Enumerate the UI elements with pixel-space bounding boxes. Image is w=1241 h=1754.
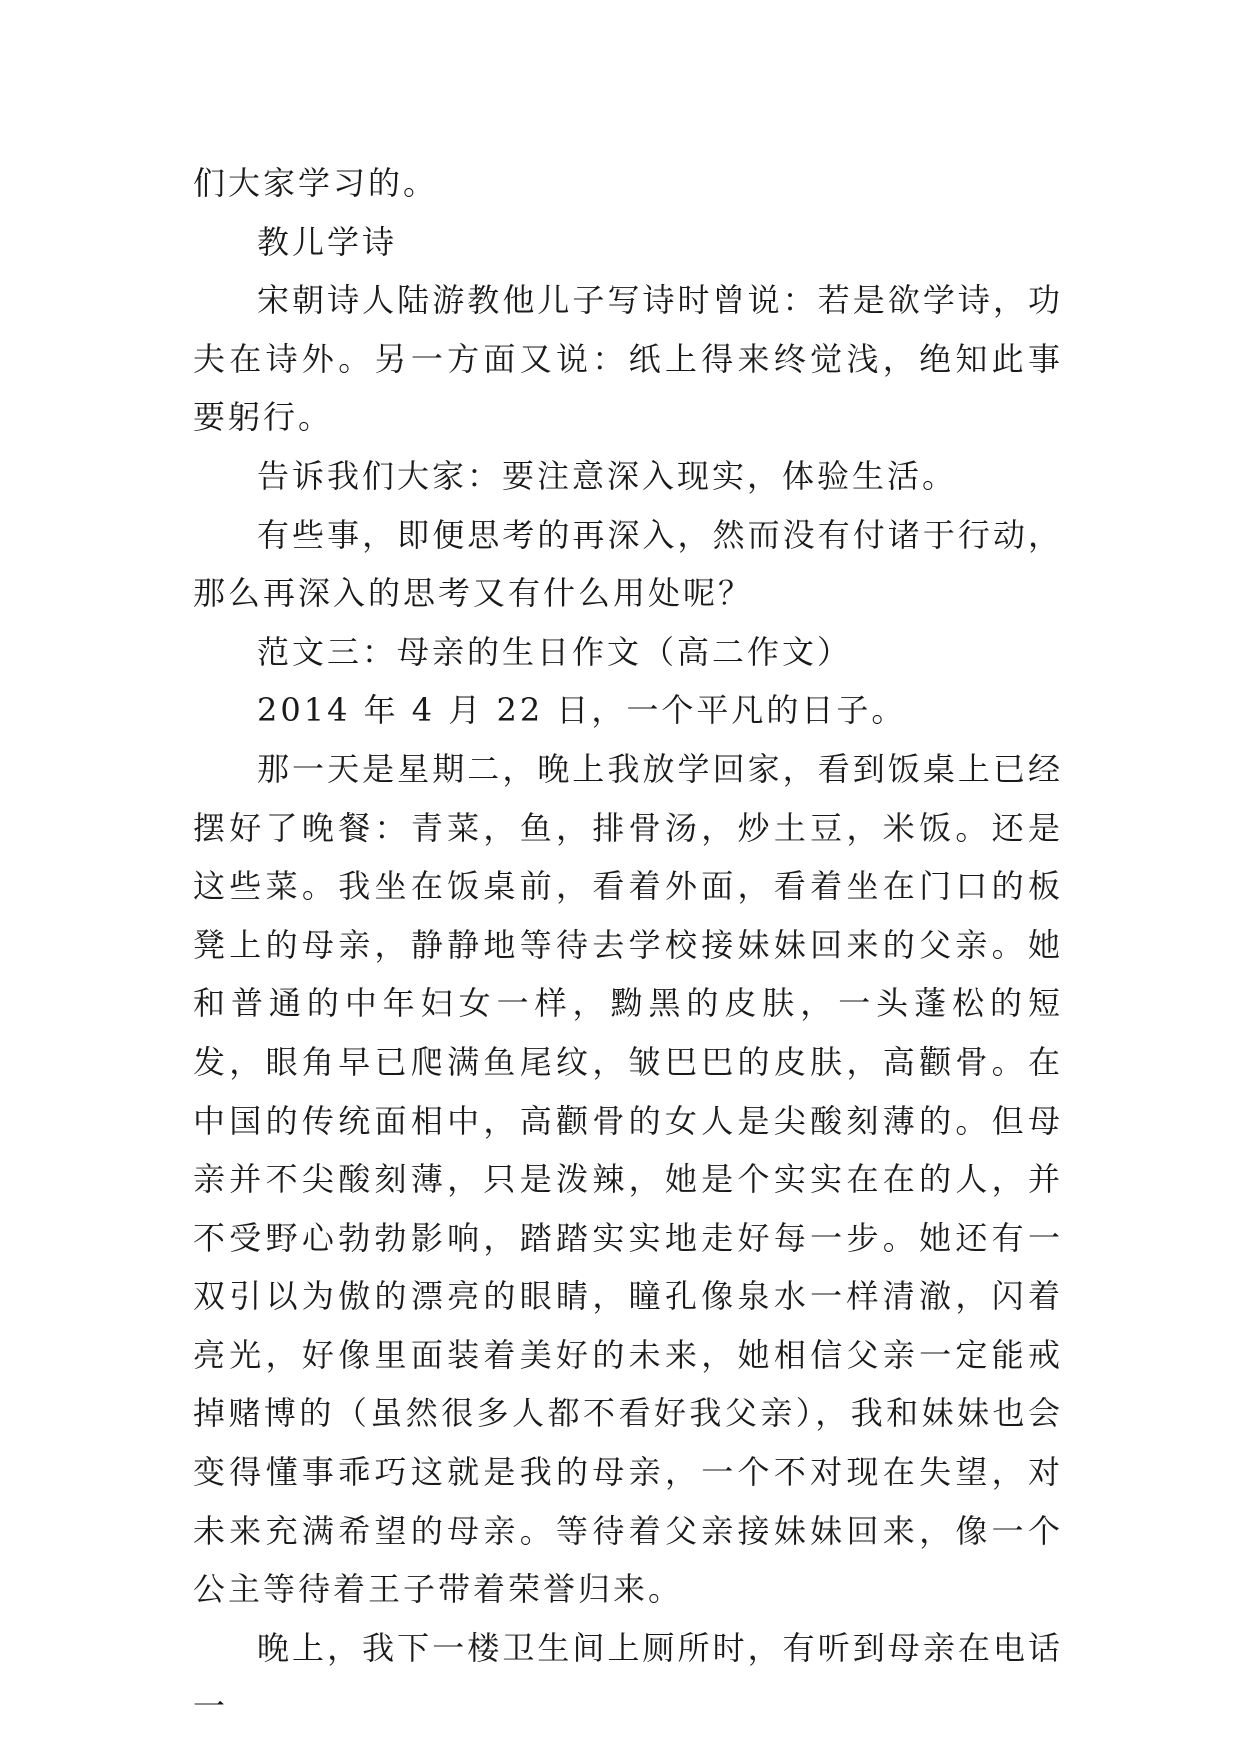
paragraph: 告诉我们大家：要注意深入现实，体验生活。 [257,456,958,495]
paragraph-date: 2014 年 4 月 22 日，一个平凡的日子。 [257,691,907,730]
paragraph: 晚上，我下一楼卫生间上厕所时，有听到母亲在电话一 [193,1628,1063,1726]
paragraph: 宋朝诗人陆游教他儿子写诗时曾说：若是欲学诗，功夫在诗外。另一方面又说：纸上得来终觉浅，绝知此事要躬行。 [193,281,1063,437]
document-body [193,154,1063,1736]
paragraph: 有些事，即便思考的再深入，然而没有付诸于行动，那么再深入的思考又有什么用处呢？ [193,515,1063,613]
section-title: 范文三：母亲的生日作文（高二作文） [257,632,853,671]
paragraph: 那一天是星期二，晚上我放学回家，看到饭桌上已经摆好了晚餐：青菜，鱼，排骨汤，炒土豆，米饭。还是这些菜。我坐在饭桌前，看着外面，看着坐在门口的板凳上的母亲，静静地等待去学校接妹妹回来的父亲。她和普通的中年妇女一样，黝黑的皮肤，一头蓬松的短发，眼角早已爬满鱼尾纹，皱巴巴的皮肤，高颧骨。在中国的传统面相中，高颧骨的女人是尖酸刻薄的。但母亲并不尖酸刻薄，只是泼辣，她是个实实在在的人，并不受野心勃勃影响，踏踏实实地走好每一步。她还有一双引以为傲的漂亮的眼睛，瞳孔像泉水一样清澈，闪着亮光，好像里面装着美好的未来，她相信父亲一定能戒掉赌博的（虽然很多人都不看好我父亲），我和妹妹也会变得懂事乖巧这就是我的母亲，一个不对现在失望，对未来充满希望的母亲。等待着父亲接妹妹回来，像一个公主等待着王子带着荣誉归来。 [193,749,1063,1609]
paragraph: 们大家学习的。 [193,164,439,202]
paragraph-heading-jiao-er-xue-shi: 教儿学诗 [257,222,398,261]
